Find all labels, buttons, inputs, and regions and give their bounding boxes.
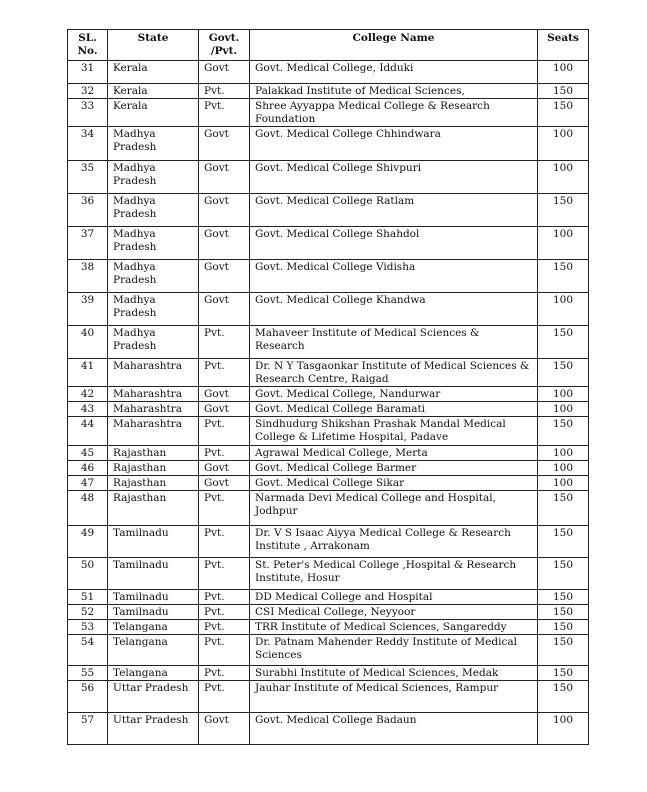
cell-seats: 150 [538, 194, 589, 227]
cell-govt-pvt: Govt [199, 387, 250, 402]
cell-govt-pvt: Pvt. [199, 666, 250, 681]
cell-seats: 100 [538, 227, 589, 260]
cell-state: Telangana [108, 666, 199, 681]
cell-sl-no: 53 [68, 620, 108, 635]
cell-seats: 150 [538, 417, 589, 446]
cell-seats: 100 [538, 127, 589, 161]
cell-seats: 150 [538, 260, 589, 293]
cell-sl-no: 46 [68, 461, 108, 476]
cell-sl-no: 54 [68, 635, 108, 666]
cell-state: Uttar Pradesh [108, 681, 199, 713]
cell-govt-pvt: Govt [199, 476, 250, 491]
table-row [68, 127, 589, 161]
cell-college-name: Dr. N Y Tasgaonkar Institute of Medical Sciences & Research Centre, Raigad [250, 359, 538, 387]
table-row [68, 635, 589, 666]
cell-sl-no: 36 [68, 194, 108, 227]
cell-govt-pvt: Govt [199, 227, 250, 260]
cell-college-name: Agrawal Medical College, Merta [250, 446, 538, 461]
cell-govt-pvt: Pvt. [199, 526, 250, 558]
table-row [68, 590, 589, 605]
cell-seats: 100 [538, 161, 589, 194]
table-row [68, 387, 589, 402]
table-row [68, 713, 589, 745]
cell-govt-pvt: Pvt. [199, 635, 250, 666]
table-row [68, 526, 589, 558]
cell-college-name: Govt. Medical College Shahdol [250, 227, 538, 260]
cell-sl-no: 37 [68, 227, 108, 260]
table-header-row [68, 30, 589, 61]
table-row [68, 476, 589, 491]
cell-govt-pvt: Pvt. [199, 84, 250, 99]
cell-sl-no: 35 [68, 161, 108, 194]
cell-sl-no: 51 [68, 590, 108, 605]
cell-seats: 150 [538, 491, 589, 526]
cell-govt-pvt: Govt [199, 260, 250, 293]
cell-govt-pvt: Pvt. [199, 620, 250, 635]
cell-state: Maharashtra [108, 417, 199, 446]
cell-govt-pvt: Govt [199, 61, 250, 84]
table-row [68, 491, 589, 526]
table-row [68, 417, 589, 446]
cell-state: Madhya Pradesh [108, 127, 199, 161]
cell-state: Rajasthan [108, 476, 199, 491]
cell-state: Tamilnadu [108, 558, 199, 590]
cell-state: Tamilnadu [108, 526, 199, 558]
cell-seats: 150 [538, 526, 589, 558]
cell-govt-pvt: Pvt. [199, 326, 250, 359]
cell-seats: 150 [538, 681, 589, 713]
table-row [68, 681, 589, 713]
cell-sl-no: 42 [68, 387, 108, 402]
cell-state: Rajasthan [108, 461, 199, 476]
table-row [68, 227, 589, 260]
cell-seats: 150 [538, 99, 589, 127]
cell-college-name: Govt. Medical College Shivpuri [250, 161, 538, 194]
cell-college-name: Govt. Medical College Ratlam [250, 194, 538, 227]
cell-college-name: Govt. Medical College Barmer [250, 461, 538, 476]
cell-sl-no: 34 [68, 127, 108, 161]
cell-state: Madhya Pradesh [108, 194, 199, 227]
table-row [68, 194, 589, 227]
cell-college-name: Sindhudurg Shikshan Prashak Mandal Medical College & Lifetime Hospital, Padave [250, 417, 538, 446]
cell-seats: 100 [538, 713, 589, 745]
table-row [68, 61, 589, 84]
cell-govt-pvt: Pvt. [199, 99, 250, 127]
cell-govt-pvt: Pvt. [199, 681, 250, 713]
table-body [68, 61, 589, 745]
cell-sl-no: 47 [68, 476, 108, 491]
cell-seats: 150 [538, 590, 589, 605]
cell-college-name: Govt. Medical College Vidisha [250, 260, 538, 293]
cell-state: Kerala [108, 99, 199, 127]
cell-state: Tamilnadu [108, 590, 199, 605]
cell-govt-pvt: Pvt. [199, 491, 250, 526]
cell-govt-pvt: Govt [199, 127, 250, 161]
cell-seats: 100 [538, 461, 589, 476]
cell-sl-no: 32 [68, 84, 108, 99]
cell-college-name: Surabhi Institute of Medical Sciences, Medak [250, 666, 538, 681]
cell-sl-no: 33 [68, 99, 108, 127]
cell-seats: 150 [538, 84, 589, 99]
cell-sl-no: 45 [68, 446, 108, 461]
cell-state: Madhya Pradesh [108, 326, 199, 359]
header-college-name: College Name [250, 30, 538, 61]
table-row [68, 620, 589, 635]
cell-state: Kerala [108, 61, 199, 84]
cell-sl-no: 55 [68, 666, 108, 681]
cell-sl-no: 48 [68, 491, 108, 526]
cell-govt-pvt: Govt [199, 161, 250, 194]
cell-seats: 100 [538, 446, 589, 461]
cell-college-name: DD Medical College and Hospital [250, 590, 538, 605]
cell-govt-pvt: Pvt. [199, 359, 250, 387]
cell-govt-pvt: Govt [199, 402, 250, 417]
cell-college-name: Narmada Devi Medical College and Hospital, Jodhpur [250, 491, 538, 526]
cell-college-name: Govt. Medical College Khandwa [250, 293, 538, 326]
cell-sl-no: 43 [68, 402, 108, 417]
cell-sl-no: 40 [68, 326, 108, 359]
cell-govt-pvt: Pvt. [199, 605, 250, 620]
cell-seats: 100 [538, 476, 589, 491]
cell-college-name: Dr. Patnam Mahender Reddy Institute of Medical Sciences [250, 635, 538, 666]
table-row [68, 359, 589, 387]
table-row [68, 605, 589, 620]
cell-seats: 150 [538, 620, 589, 635]
cell-govt-pvt: Govt [199, 293, 250, 326]
cell-seats: 100 [538, 402, 589, 417]
table-row [68, 446, 589, 461]
cell-state: Maharashtra [108, 402, 199, 417]
table-row [68, 260, 589, 293]
cell-sl-no: 31 [68, 61, 108, 84]
cell-sl-no: 38 [68, 260, 108, 293]
medical-colleges-table [67, 29, 589, 745]
cell-seats: 100 [538, 387, 589, 402]
cell-college-name: Palakkad Institute of Medical Sciences, [250, 84, 538, 99]
cell-college-name: Govt. Medical College Baramati [250, 402, 538, 417]
table-row [68, 558, 589, 590]
header-govt-pvt: Govt. /Pvt. [199, 30, 250, 61]
cell-seats: 150 [538, 635, 589, 666]
cell-seats: 150 [538, 359, 589, 387]
cell-college-name: St. Peter's Medical College ,Hospital & Research Institute, Hosur [250, 558, 538, 590]
table-row [68, 326, 589, 359]
table-row [68, 99, 589, 127]
table-row [68, 666, 589, 681]
cell-sl-no: 52 [68, 605, 108, 620]
cell-college-name: Dr. V S Isaac Aiyya Medical College & Research Institute , Arrakonam [250, 526, 538, 558]
table-row [68, 293, 589, 326]
cell-college-name: Shree Ayyappa Medical College & Research Foundation [250, 99, 538, 127]
cell-state: Telangana [108, 635, 199, 666]
cell-govt-pvt: Pvt. [199, 558, 250, 590]
header-sl-no: SL. No. [68, 30, 108, 61]
cell-seats: 150 [538, 326, 589, 359]
cell-seats: 150 [538, 558, 589, 590]
table-row [68, 461, 589, 476]
cell-state: Tamilnadu [108, 605, 199, 620]
cell-college-name: Govt. Medical College Chhindwara [250, 127, 538, 161]
cell-college-name: Govt. Medical College Sikar [250, 476, 538, 491]
cell-govt-pvt: Pvt. [199, 446, 250, 461]
cell-state: Maharashtra [108, 387, 199, 402]
header-state: State [108, 30, 199, 61]
cell-college-name: Govt. Medical College, Idduki [250, 61, 538, 84]
cell-state: Maharashtra [108, 359, 199, 387]
cell-college-name: TRR Institute of Medical Sciences, Sangareddy [250, 620, 538, 635]
cell-govt-pvt: Govt [199, 461, 250, 476]
cell-govt-pvt: Pvt. [199, 417, 250, 446]
cell-college-name: Govt. Medical College Badaun [250, 713, 538, 745]
cell-govt-pvt: Govt [199, 713, 250, 745]
cell-seats: 100 [538, 293, 589, 326]
cell-state: Madhya Pradesh [108, 161, 199, 194]
cell-state: Rajasthan [108, 491, 199, 526]
cell-sl-no: 56 [68, 681, 108, 713]
cell-sl-no: 39 [68, 293, 108, 326]
cell-state: Kerala [108, 84, 199, 99]
cell-sl-no: 57 [68, 713, 108, 745]
cell-seats: 100 [538, 61, 589, 84]
header-seats: Seats [538, 30, 589, 61]
cell-state: Telangana [108, 620, 199, 635]
cell-govt-pvt: Pvt. [199, 590, 250, 605]
cell-sl-no: 49 [68, 526, 108, 558]
cell-state: Uttar Pradesh [108, 713, 199, 745]
cell-state: Rajasthan [108, 446, 199, 461]
cell-state: Madhya Pradesh [108, 227, 199, 260]
cell-sl-no: 41 [68, 359, 108, 387]
cell-college-name: Mahaveer Institute of Medical Sciences & Research [250, 326, 538, 359]
cell-sl-no: 50 [68, 558, 108, 590]
cell-seats: 150 [538, 666, 589, 681]
table-row [68, 402, 589, 417]
cell-college-name: Govt. Medical College, Nandurwar [250, 387, 538, 402]
table-row [68, 84, 589, 99]
cell-sl-no: 44 [68, 417, 108, 446]
cell-state: Madhya Pradesh [108, 293, 199, 326]
cell-college-name: Jauhar Institute of Medical Sciences, Rampur [250, 681, 538, 713]
cell-govt-pvt: Govt [199, 194, 250, 227]
table-row [68, 161, 589, 194]
cell-seats: 150 [538, 605, 589, 620]
cell-college-name: CSI Medical College, Neyyoor [250, 605, 538, 620]
cell-state: Madhya Pradesh [108, 260, 199, 293]
